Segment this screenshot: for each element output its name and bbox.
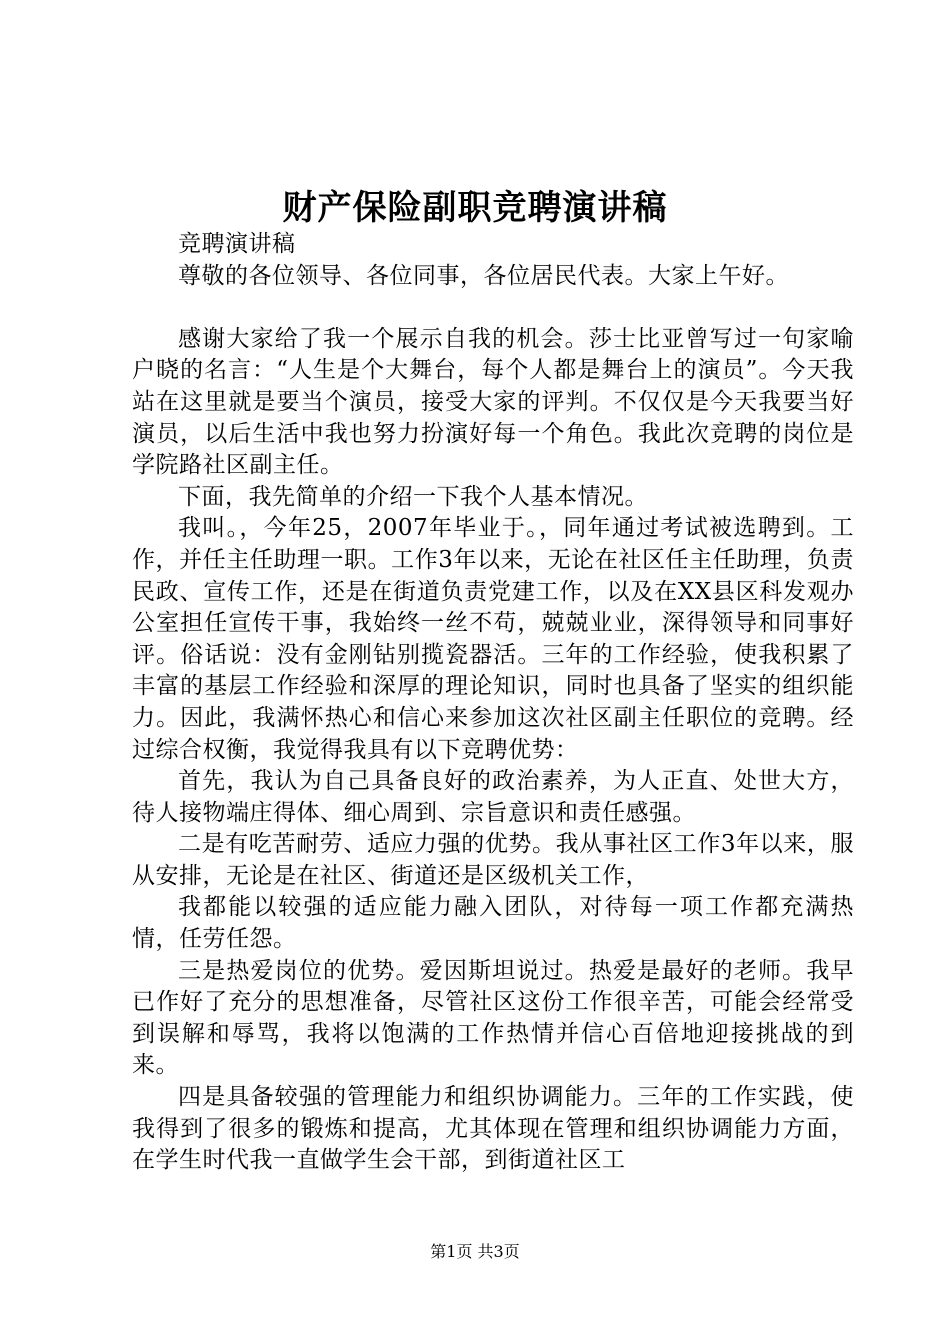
paragraph-advantage-3: 三是热爱岗位的优势。爱因斯坦说过。热爱是最好的老师。我早已作好了充分的思想准备，尽管社区这份工作很辛苦，可能会经常受到误解和辱骂，我将以饱满的工作热情并信心百倍地迎接挑战的到来。 — [132, 957, 854, 1079]
paragraph-transition: 下面，我先简单的介绍一下我个人基本情况。 — [178, 483, 648, 510]
document-body — [132, 229, 854, 1177]
paragraph-advantage-2: 二是有吃苦耐劳、适应力强的优势。我从事社区工作3年以来，服从安排，无论是在社区、街道还是区级机关工作， — [132, 831, 854, 889]
paragraph-advantage-1: 首先，我认为自己具备良好的政治素养，为人正直、处世大方，待人接物端庄得体、细心周到、宗旨意识和责任感强。 — [132, 768, 854, 826]
paragraph-background: 我叫。，今年25，2007年毕业于。，同年通过考试被选聘到。工作，并任主任助理一职。工作3年以来，无论在社区任主任助理，负责民政、宣传工作，还是在街道负责党建工作，以及在XX县区科发观办公室担任宣传干事，我始终一丝不苟，兢兢业业，深得领导和同事好评。俗话说：没有金刚钻别揽瓷器活。三年的工作经验，使我积累了丰富的基层工作经验和深厚的理论知识，同时也具备了坚实的组织能力。因此，我满怀热心和信心来参加这次社区副主任职位的竞聘。经过综合权衡，我觉得我具有以下竞聘优势： — [132, 515, 854, 763]
document-title: 财产保险副职竞聘演讲稿 — [282, 188, 668, 228]
paragraph-advantage-2-cont: 我都能以较强的适应能力融入团队，对待每一项工作都充满热情，任劳任怨。 — [132, 894, 854, 953]
paragraph-intro: 感谢大家给了我一个展示自我的机会。莎士比亚曾写过一句家喻户晓的名言：“人生是个大舞台，每个人都是舞台上的演员”。今天我站在这里就是要当个演员，接受大家的评判。不仅仅是今天我要当好演员，以后生活中我也努力扮演好每一个角色。我此次竞聘的岗位是学院路社区副主任。 — [132, 325, 854, 479]
page-footer: 第1页 共3页 — [430, 1242, 520, 1261]
paragraph-advantage-4: 四是具备较强的管理能力和组织协调能力。三年的工作实践，使我得到了很多的锻炼和提高，尤其体现在管理和组织协调能力方面，在学生时代我一直做学生会干部，到街道社区工 — [132, 1084, 854, 1174]
paragraph-greeting: 尊敬的各位领导、各位同事，各位居民代表。大家上午好。 — [178, 262, 789, 289]
paragraph-heading: 竞聘演讲稿 — [178, 231, 296, 257]
paragraph-blank — [132, 292, 854, 324]
